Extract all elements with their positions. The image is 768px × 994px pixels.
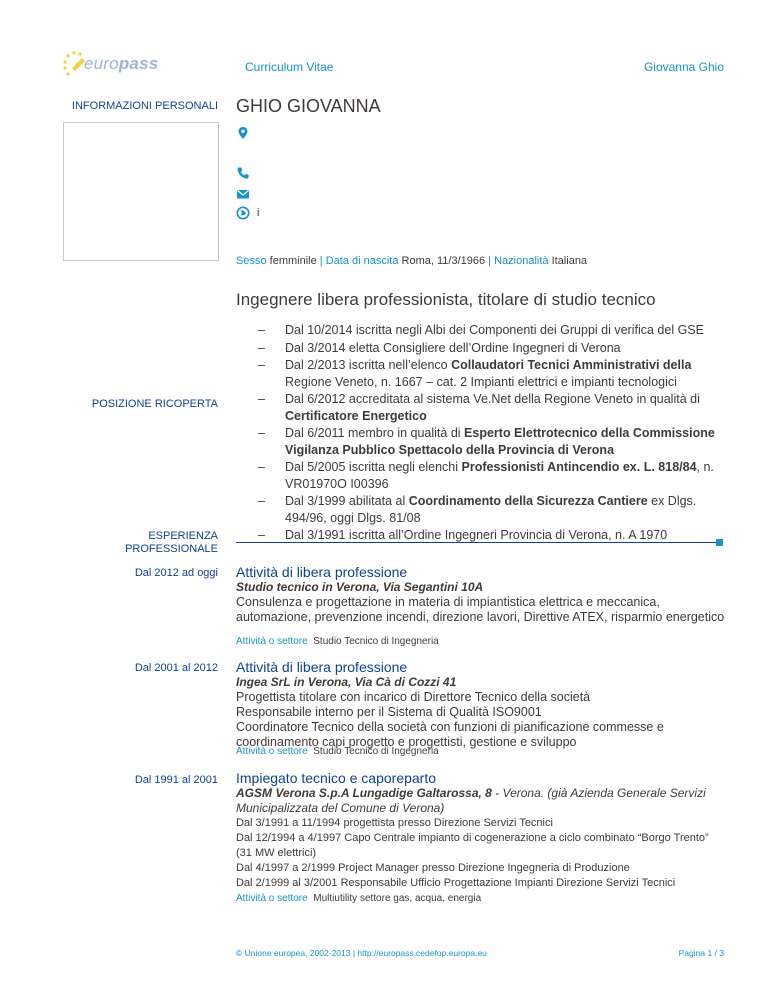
list-item: – Dal 2/2013 iscritta nell’elenco Collaudatori Tecnici Amministrativi della Regione Veneto, n. 1667 – cat. 2 Impianti elettrici e impianti tecnologici xyxy=(262,357,724,390)
separator: | xyxy=(488,255,492,267)
entry-description: Progettista titolare con incarico di Direttore Tecnico della società Responsabile interno per il Sistema di Qualità ISO9001 Coordinatore Tecnico della società con funzioni di pianificazione commesse e coordinamento capi progetto e progettisti, gestione e sviluppo xyxy=(236,690,664,749)
list-item: – Dal 6/2011 membro in qualità di Esperto Elettrotecnico della Commissione Vigilanza Pubblico Spettacolo della Provincia di Verona xyxy=(262,425,724,458)
dob-value: Roma, 11/3/1966 xyxy=(401,255,486,267)
personal-info-label: INFORMAZIONI PERSONALI xyxy=(71,100,218,112)
entry-description: Consulenza e progettazione in materia di impiantistica elettrica e meccanica, automazione, prevenzione incendi, direzione lavori, Direttive ATEX, risparmio energetico xyxy=(236,595,725,624)
entry-sector: Attività o settore Studio Tecnico di Ingegneria xyxy=(236,636,439,647)
entry-employer: Studio tecnico in Verona, Via Segantini 10A xyxy=(236,580,484,594)
list-item: – Dal 3/2014 eletta Consigliere dell’Ordine Ingegneri di Verona xyxy=(262,340,724,357)
entry-date: Dal 2001 al 2012 xyxy=(134,662,218,674)
entry-title: Attività di libera professione xyxy=(236,564,408,580)
sex-value: femminile xyxy=(269,255,317,267)
experience-label: ESPERIENZA PROFESSIONALE xyxy=(125,530,218,555)
section-divider-marker xyxy=(716,539,723,546)
nationality-value: Italiana xyxy=(551,255,588,267)
personal-details-line xyxy=(236,255,587,267)
document-title: Curriculum Vitae xyxy=(245,60,334,74)
location-pin-icon xyxy=(236,126,250,140)
list-item: – Dal 6/2012 accreditata al sistema Ve.Net della Regione Veneto in qualità di Certificatore Energetico xyxy=(262,391,724,424)
entry-title: Attività di libera professione xyxy=(236,659,408,675)
header-person-name: Giovanna Ghio xyxy=(643,60,724,74)
photo-placeholder xyxy=(63,122,219,261)
entry-sector: Attività o settore Multiutility settore gas, acqua, energia xyxy=(236,893,482,904)
dob-label: Data di nascita xyxy=(325,255,399,267)
job-title: Ingegnere libera professionista, titolare di studio tecnico xyxy=(236,290,656,309)
phone-icon xyxy=(236,166,250,180)
section-divider xyxy=(236,542,722,543)
web-value: i xyxy=(257,207,260,219)
sex-label: Sesso xyxy=(236,255,267,267)
entry-title: Impiegato tecnico e caporeparto xyxy=(236,770,437,786)
web-icon xyxy=(236,206,250,220)
list-item: – Dal 3/1991 iscritta all’Ordine Ingegneri Provincia di Verona, n. A 1970 xyxy=(262,527,724,544)
footer-copyright: © Unione europea, 2002-2013 | http://europass.cedefop.europa.eu xyxy=(236,948,487,958)
list-item: – Dal 5/2005 iscritta negli elenchi Professionisti Antincendio ex. L. 818/84, n. VR01970O I00396 xyxy=(262,459,724,492)
email-icon xyxy=(236,187,250,201)
entry-date: Dal 2012 ad oggi xyxy=(134,567,218,579)
europass-logo-text: europass xyxy=(84,54,159,73)
entry-description: Dal 3/1991 a 11/1994 progettista presso Direzione Servizi Tecnici Dal 12/1994 a 4/1997 Capo Centrale impianto di cogenerazione a ciclo combinato “Borgo Trento” (31 MW elettrici) Dal 4/1997 a 2/1999 Project Manager presso Direzione Ingegneria di Produzione Dal 2/1999 al 3/2001 Responsabile Ufficio Progettazione Impianti Direzione Servizi Tecnici xyxy=(236,817,709,889)
entry-employer: AGSM Verona S.p.A Lungadige Galtarossa, 8 - Verona. (già Azienda Generale Servizi Municipalizzata del Comune di Verona) xyxy=(236,786,706,815)
list-item: – Dal 3/1999 abilitata al Coordinamento della Sicurezza Cantiere ex Dlgs. 494/96, oggi Dlgs. 81/08 xyxy=(262,493,724,526)
page-number: Pagina 1 / 3 xyxy=(678,948,724,958)
separator: | xyxy=(319,255,323,267)
full-name: GHIO GIOVANNA xyxy=(236,96,381,116)
list-item: – Dal 10/2014 iscritta negli Albi dei Componenti dei Gruppi di verifica del GSE xyxy=(262,322,724,339)
entry-employer: Ingea SrL in Verona, Via Cà di Cozzi 41 xyxy=(236,675,457,689)
entry-sector: Attività o settore Studio Tecnico di Ingegneria xyxy=(236,746,439,757)
entry-date: Dal 1991 al 2001 xyxy=(134,774,218,786)
nationality-label: Nazionalità xyxy=(494,255,549,267)
position-list xyxy=(262,322,724,545)
position-label: POSIZIONE RICOPERTA xyxy=(91,398,218,410)
